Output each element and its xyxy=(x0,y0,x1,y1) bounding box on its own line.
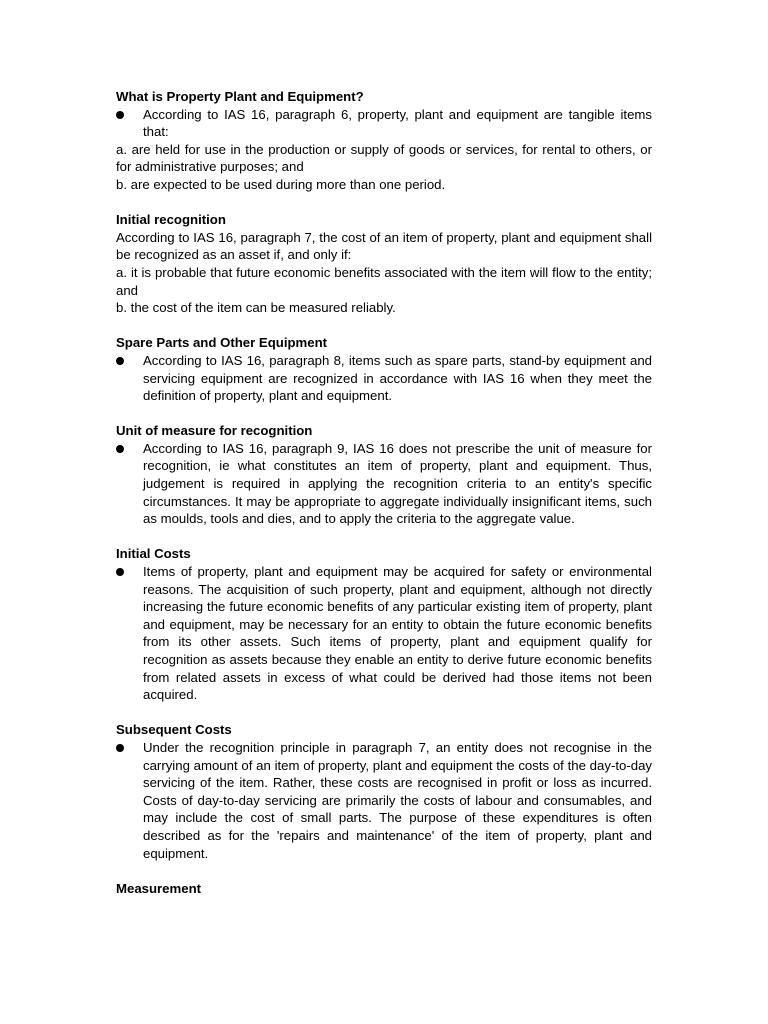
bullet-text: Items of property, plant and equipment may be acquired for safety or environmental reasons. The acquisition of such property, plant and equipment, although not directly increasing the future economic benefits of any particular existing item of property, plant and equipment, may be necessary for an entity to obtain the future economic benefits from its other assets. Such items of property, plant and equipment qualify for recognition as assets because they enable an entity to derive future economic benefits from related assets in excess of what could be derived had those items not been acquired. xyxy=(143,564,652,703)
list-item-a: a. are held for use in the production or supply of goods or services, for rental to others, or for administrative purposes; and xyxy=(116,141,652,175)
section-measurement xyxy=(116,880,652,898)
list-item-a: a. it is probable that future economic benefits associated with the item will flow to the entity; and xyxy=(116,264,652,298)
paragraph-text: According to IAS 16, paragraph 7, the cost of an item of property, plant and equipment shall be recognized as an asset if, and only if: xyxy=(116,229,652,263)
section-spare-parts xyxy=(116,334,652,404)
bullet-icon xyxy=(116,111,124,119)
section-initial-costs xyxy=(116,545,652,703)
bullet-icon xyxy=(116,744,124,752)
bullet-icon xyxy=(116,445,124,453)
section-heading: Subsequent Costs xyxy=(116,722,232,738)
bullet-text: According to IAS 16, paragraph 9, IAS 16 does not prescribe the unit of measure for recognition, ie what constitutes an item of property, plant and equipment. Thus, judgement is required in applying the recognition criteria to an entity's specific circumstances. It may be appropriate to aggregate individually insignificant items, such as moulds, tools and dies, and to apply the criteria to the aggregate value. xyxy=(143,440,652,527)
bullet-icon xyxy=(116,568,124,576)
bullet-icon xyxy=(116,357,124,365)
section-heading: What is Property Plant and Equipment? xyxy=(116,89,364,104)
bullet-text: According to IAS 16, paragraph 6, property, plant and equipment are tangible items that: xyxy=(143,106,652,140)
section-heading: Initial recognition xyxy=(116,212,226,228)
document-content xyxy=(116,88,652,915)
section-heading: Unit of measure for recognition xyxy=(116,423,313,439)
section-heading: Initial Costs xyxy=(116,546,191,562)
section-initial-recognition xyxy=(116,211,652,317)
section-heading: Measurement xyxy=(116,880,202,896)
section-heading: Spare Parts and Other Equipment xyxy=(116,335,328,351)
list-item-b: b. are expected to be used during more than one period. xyxy=(116,176,446,192)
bullet-item xyxy=(116,440,652,528)
bullet-item xyxy=(116,352,652,405)
bullet-item xyxy=(116,739,652,862)
bullet-text: According to IAS 16, paragraph 8, items such as spare parts, stand-by equipment and servicing equipment are recognized in accordance with IAS 16 when they meet the definition of property, plant and equipment. xyxy=(143,352,652,404)
list-item-b: b. the cost of the item can be measured reliably. xyxy=(116,300,396,316)
section-subsequent-costs xyxy=(116,721,652,862)
section-ppe xyxy=(116,88,652,194)
bullet-text: Under the recognition principle in paragraph 7, an entity does not recognise in the carrying amount of an item of property, plant and equipment the costs of the day-to-day servicing of the item. Rather, these costs are recognised in profit or loss as incurred. Costs of day-to-day servicing are primarily the costs of labour and consumables, and may include the cost of small parts. The purpose of these expenditures is often described as for the 'repairs and maintenance' of the item of property, plant and equipment. xyxy=(143,739,652,861)
section-unit-of-measure xyxy=(116,422,652,528)
bullet-item xyxy=(116,106,652,141)
bullet-item xyxy=(116,563,652,704)
